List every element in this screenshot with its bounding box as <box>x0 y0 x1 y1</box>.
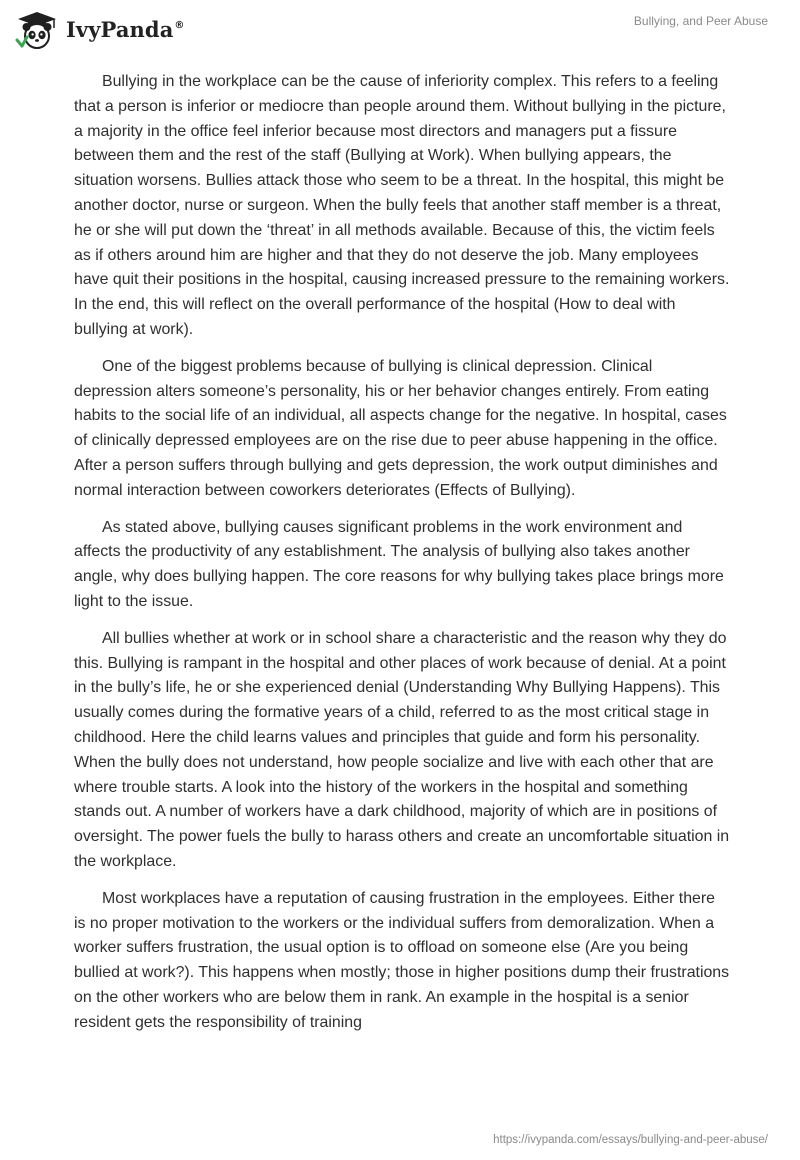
running-title: Bullying, and Peer Abuse <box>633 14 768 28</box>
page-header <box>0 0 800 60</box>
paragraph: Bullying in the workplace can be the cause of inferiority complex. This refers to a feeling that a person is inferior or mediocre than people around them. Without bullying in the picture, a majority in the office feel inferior because most directors and managers put a fissure between them and the rest of the staff (Bullying at Work). When bullying appears, the situation worsens. Bullies attack those who seem to be a threat. In the hospital, this might be another doctor, nurse or surgeon. When the bully feels that another staff member is a threat, he or she will put down the ‘threat’ in all methods available. Because of this, the victim feels as if others around him are higher and that they do not deserve the job. Many employees have quit their positions in the hospital, causing increased pressure to the remaining workers. In the end, this will reflect on the overall performance of the hospital (How to deal with bullying at work). <box>74 73 730 338</box>
essay-body <box>74 70 730 1047</box>
paragraph: All bullies whether at work or in school share a characteristic and the reason why they do this. Bullying is rampant in the hospital and other places of work because of denial. At a point in the bully’s life, he or she experienced denial (Understanding Why Bullying Happens). This usually comes during the formative years of a child, referred to as the most critical stage in childhood. Here the child learns values and principles that guide and form his personality. When the bully does not understand, how people socialize and live with each other that are where trouble starts. A look into the history of the workers in the hospital and something stands out. A number of workers have a dark childhood, majority of which are in positions of oversight. The power fuels the bully to harass others and create an uncomfortable situation in the workplace. <box>74 629 730 870</box>
registered-mark: ® <box>174 20 185 31</box>
paragraph: One of the biggest problems because of bullying is clinical depression. Clinical depression alters someone’s personality, his or her behavior changes entirely. From eating habits to the social life of an individual, all aspects change for the negative. In hospital, cases of clinically depressed employees are on the rise due to peer abuse happening in the office. After a person suffers through bullying and gets depression, the work output diminishes and normal interaction between coworkers deteriorates (Effects of Bullying). <box>74 357 727 499</box>
brand-name: IvyPanda® <box>66 17 185 42</box>
paragraph: As stated above, bullying causes significant problems in the work environment and affects the productivity of any establishment. The analysis of bullying also takes another angle, why does bullying happen. The core reasons for why bullying takes place brings more light to the issue. <box>74 518 724 610</box>
brand-logo[interactable] <box>14 10 185 50</box>
source-url[interactable]: https://ivypanda.com/essays/bullying-and-peer-abuse/ <box>493 1134 768 1146</box>
panda-graduate-icon <box>14 10 60 50</box>
paragraph: Most workplaces have a reputation of causing frustration in the employees. Either there is no proper motivation to the workers or the individual suffers from demoralization. When a worker suffers frustration, the usual option is to offload on someone else (Are you being bullied at work?). This happens when mostly; those in higher positions dump their frustrations on the other workers who are below them in rank. An example in the hospital is a senior resident gets the responsibility of training <box>74 889 730 1031</box>
